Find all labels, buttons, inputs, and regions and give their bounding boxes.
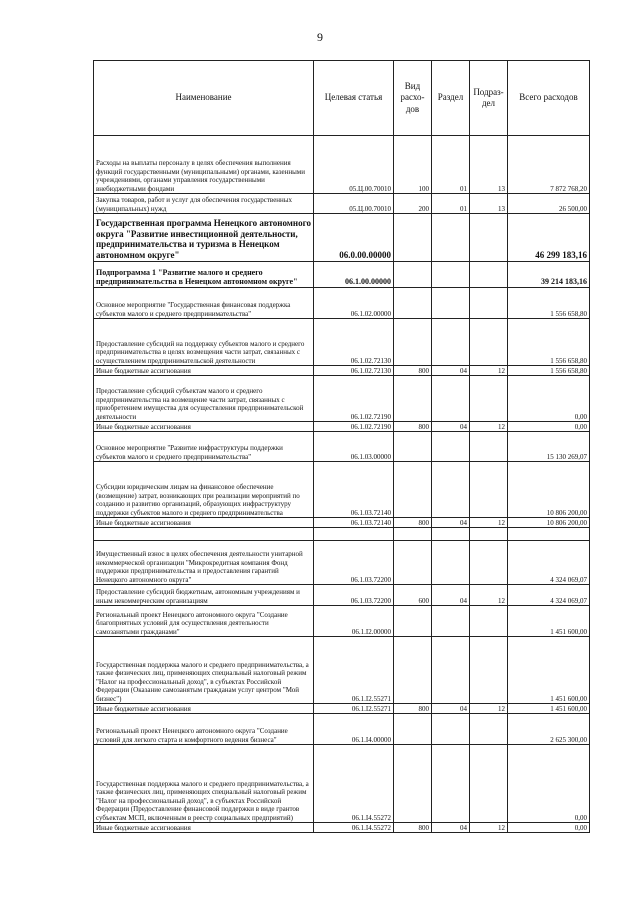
cell-name: Государственная программа Ненецкого автономного округа "Развитие инвестиционной деятельности, предпринимательства и туризма в Ненецком автономном округе"	[94, 214, 314, 262]
cell-name: Иные бюджетные ассигнования	[94, 518, 314, 528]
table-row	[94, 541, 590, 585]
cell-total: 10 806 200,00	[508, 462, 590, 518]
table-row	[94, 462, 590, 518]
table-row	[94, 376, 590, 422]
cell-subsection	[470, 319, 508, 366]
cell-section	[432, 288, 470, 319]
cell-name: Подпрограмма 1 "Развитие малого и среднего предпринимательства в Ненецком автономном округе"	[94, 262, 314, 288]
cell-section	[432, 637, 470, 704]
header-section: Раздел	[432, 61, 470, 136]
cell-expense-type	[394, 637, 432, 704]
cell-total: 0,00	[508, 745, 590, 823]
cell-expense-type: 800	[394, 422, 432, 432]
cell-subsection	[470, 462, 508, 518]
cell-total: 1 556 658,80	[508, 366, 590, 376]
cell-target-code: 06.1.00.00000	[314, 262, 394, 288]
cell-name: Иные бюджетные ассигнования	[94, 366, 314, 376]
cell-section: 01	[432, 136, 470, 194]
cell-subsection	[470, 745, 508, 823]
table-row	[94, 422, 590, 432]
cell-total: 1 556 658,80	[508, 288, 590, 319]
cell-section: 01	[432, 194, 470, 214]
cell-target-code: 06.1.I2.55271	[314, 637, 394, 704]
cell-total: 4 324 069,07	[508, 541, 590, 585]
cell-expense-type	[394, 376, 432, 422]
cell-target-code: 06.1.02.72190	[314, 376, 394, 422]
cell-subsection	[470, 376, 508, 422]
cell-total: 10 806 200,00	[508, 518, 590, 528]
cell-name: Расходы на выплаты персоналу в целях обеспечения выполнения функций государственными (муниципальными) органами, казенными учреждениями, органами управления государственными внебюджетными фондами	[94, 136, 314, 194]
cell-section	[432, 262, 470, 288]
cell-target-code: 06.1.I4.55272	[314, 823, 394, 833]
cell-name: Предоставление субсидий субъектам малого и среднего предпринимательства на возмещение части затрат, связанных с приобретением имущества для осуществления предпринимательской деятельности	[94, 376, 314, 422]
cell-subsection: 12	[470, 823, 508, 833]
cell-expense-type	[394, 745, 432, 823]
header-code: Целевая статья	[314, 61, 394, 136]
cell-name: Субсидии юридическим лицам на финансовое обеспечение (возмещение) затрат, возникающих при реализации мероприятий по созданию и развитию организаций, образующих инфраструктуру поддержки субъектов малого и среднего предпринимательства	[94, 462, 314, 518]
cell-name: Иные бюджетные ассигнования	[94, 823, 314, 833]
cell-total: 1 451 600,00	[508, 637, 590, 704]
cell-section	[432, 376, 470, 422]
page-number: 9	[317, 30, 323, 44]
cell-name: Региональный проект Ненецкого автономного округа "Создание условий для легкого старта и комфортного ведения бизнеса"	[94, 714, 314, 745]
cell-section	[432, 462, 470, 518]
cell-subsection	[470, 214, 508, 262]
cell-target-code: 06.1.03.72200	[314, 541, 394, 585]
cell-name: Иные бюджетные ассигнования	[94, 704, 314, 714]
table-row	[94, 136, 590, 194]
table-row	[94, 714, 590, 745]
table-row	[94, 704, 590, 714]
cell-subsection: 12	[470, 704, 508, 714]
table-row	[94, 823, 590, 833]
cell-expense-type	[394, 319, 432, 366]
cell-expense-type: 100	[394, 136, 432, 194]
cell-target-code: 06.1.I4.00000	[314, 714, 394, 745]
cell-subsection	[470, 262, 508, 288]
cell-name: Региональный проект Ненецкого автономного округа "Создание благоприятных условий для осуществления деятельности самозанятыми гражданами"	[94, 606, 314, 637]
cell-total: 2 625 300,00	[508, 714, 590, 745]
cell-expense-type	[394, 214, 432, 262]
header-name: Наименование	[94, 61, 314, 136]
cell-section	[432, 745, 470, 823]
header-subsection: Подраз-дел	[470, 61, 508, 136]
cell-subsection	[470, 637, 508, 704]
cell-expense-type: 600	[394, 585, 432, 606]
cell-total: 0,00	[508, 376, 590, 422]
cell-expense-type: 800	[394, 704, 432, 714]
cell-subsection: 12	[470, 518, 508, 528]
cell-subsection: 13	[470, 194, 508, 214]
cell-target-code: 06.1.I2.00000	[314, 606, 394, 637]
cell-target-code: 05.Ц.00.70010	[314, 136, 394, 194]
cell-section	[432, 528, 470, 541]
cell-subsection	[470, 288, 508, 319]
cell-target-code: 06.1.I2.55271	[314, 704, 394, 714]
cell-subsection: 12	[470, 585, 508, 606]
cell-total	[508, 528, 590, 541]
cell-subsection	[470, 432, 508, 462]
cell-target-code: 06.1.02.72130	[314, 319, 394, 366]
header-expense-type: Вид расхо-дов	[394, 61, 432, 136]
cell-section: 04	[432, 704, 470, 714]
cell-target-code: 06.1.02.72190	[314, 422, 394, 432]
cell-name: Основное мероприятие "Развитие инфраструктуры поддержки субъектов малого и среднего предпринимательства"	[94, 432, 314, 462]
cell-section: 04	[432, 422, 470, 432]
cell-target-code: 06.1.03.72140	[314, 462, 394, 518]
table-row	[94, 288, 590, 319]
cell-expense-type	[394, 606, 432, 637]
cell-section	[432, 319, 470, 366]
expenditure-table	[93, 60, 590, 833]
table-row	[94, 637, 590, 704]
cell-section: 04	[432, 585, 470, 606]
cell-section	[432, 541, 470, 585]
cell-section	[432, 214, 470, 262]
table-row	[94, 585, 590, 606]
table-body	[94, 136, 590, 833]
table-row	[94, 432, 590, 462]
cell-expense-type: 800	[394, 518, 432, 528]
cell-section	[432, 606, 470, 637]
cell-name: Имущественный взнос в целях обеспечения деятельности унитарной некоммерческой организации "Микрокредитная компания Фонд поддержки предпринимательства и предоставления гарантий Ненецкого автономного округа"	[94, 541, 314, 585]
cell-target-code: 06.0.00.00000	[314, 214, 394, 262]
cell-section: 04	[432, 518, 470, 528]
cell-total: 1 556 658,80	[508, 319, 590, 366]
cell-name: Иные бюджетные ассигнования	[94, 422, 314, 432]
cell-total: 0,00	[508, 422, 590, 432]
table-row	[94, 319, 590, 366]
table-row	[94, 262, 590, 288]
cell-target-code: 06.1.03.00000	[314, 432, 394, 462]
cell-subsection	[470, 714, 508, 745]
cell-name: Закупка товаров, работ и услуг для обеспечения государственных (муниципальных) нужд	[94, 194, 314, 214]
cell-subsection	[470, 528, 508, 541]
header-total: Всего расходов	[508, 61, 590, 136]
cell-expense-type	[394, 714, 432, 745]
cell-expense-type	[394, 288, 432, 319]
cell-expense-type: 800	[394, 366, 432, 376]
cell-total: 39 214 183,16	[508, 262, 590, 288]
table-row	[94, 518, 590, 528]
table-row	[94, 214, 590, 262]
cell-section: 04	[432, 366, 470, 376]
cell-expense-type	[394, 262, 432, 288]
cell-name: Государственная поддержка малого и среднего предпринимательства, а также физических лиц, применяющих специальный налоговый режим "Налог на профессиональный доход", в субъектах Российской Федерации (Предоставление финансовой поддержки в виде грантов субъектам МСП, включенным в реестр социальных предприятий)	[94, 745, 314, 823]
cell-total: 0,00	[508, 823, 590, 833]
cell-name: Предоставление субсидий на поддержку субъектов малого и среднего предпринимательства в целях возмещения части затрат, связанных с осуществлением предпринимательской деятельности	[94, 319, 314, 366]
cell-target-code: 05.Ц.00.70010	[314, 194, 394, 214]
cell-target-code: 06.1.03.72200	[314, 585, 394, 606]
table-row	[94, 366, 590, 376]
cell-section	[432, 432, 470, 462]
cell-expense-type	[394, 541, 432, 585]
cell-total: 15 130 269,07	[508, 432, 590, 462]
table-row	[94, 528, 590, 541]
cell-section: 04	[432, 823, 470, 833]
cell-total: 46 299 183,16	[508, 214, 590, 262]
table-row	[94, 606, 590, 637]
cell-subsection	[470, 541, 508, 585]
cell-name: Предоставление субсидий бюджетным, автономным учреждениям и иным некоммерческим организациям	[94, 585, 314, 606]
cell-name: Государственная поддержка малого и среднего предпринимательства, а также физических лиц, применяющих специальный налоговый режим "Налог на профессиональный доход", в субъектах Российской Федерации (Оказание самозанятым гражданам услуг центром "Мой бизнес")	[94, 637, 314, 704]
cell-target-code: 06.1.02.00000	[314, 288, 394, 319]
table-header-row	[94, 61, 590, 136]
cell-expense-type	[394, 528, 432, 541]
table-row	[94, 194, 590, 214]
cell-expense-type: 800	[394, 823, 432, 833]
cell-subsection	[470, 606, 508, 637]
cell-subsection: 13	[470, 136, 508, 194]
cell-total: 7 872 768,20	[508, 136, 590, 194]
cell-expense-type	[394, 462, 432, 518]
cell-target-code	[314, 528, 394, 541]
cell-total: 26 500,00	[508, 194, 590, 214]
cell-expense-type: 200	[394, 194, 432, 214]
cell-subsection: 12	[470, 422, 508, 432]
cell-section	[432, 714, 470, 745]
cell-total: 1 451 600,00	[508, 606, 590, 637]
table-row	[94, 745, 590, 823]
cell-target-code: 06.1.02.72130	[314, 366, 394, 376]
cell-total: 1 451 600,00	[508, 704, 590, 714]
cell-target-code: 06.1.03.72140	[314, 518, 394, 528]
cell-expense-type	[394, 432, 432, 462]
cell-subsection: 12	[470, 366, 508, 376]
cell-name	[94, 528, 314, 541]
cell-name: Основное мероприятие "Государственная финансовая поддержка субъектов малого и среднего предпринимательства"	[94, 288, 314, 319]
cell-total: 4 324 069,07	[508, 585, 590, 606]
cell-target-code: 06.1.I4.55272	[314, 745, 394, 823]
